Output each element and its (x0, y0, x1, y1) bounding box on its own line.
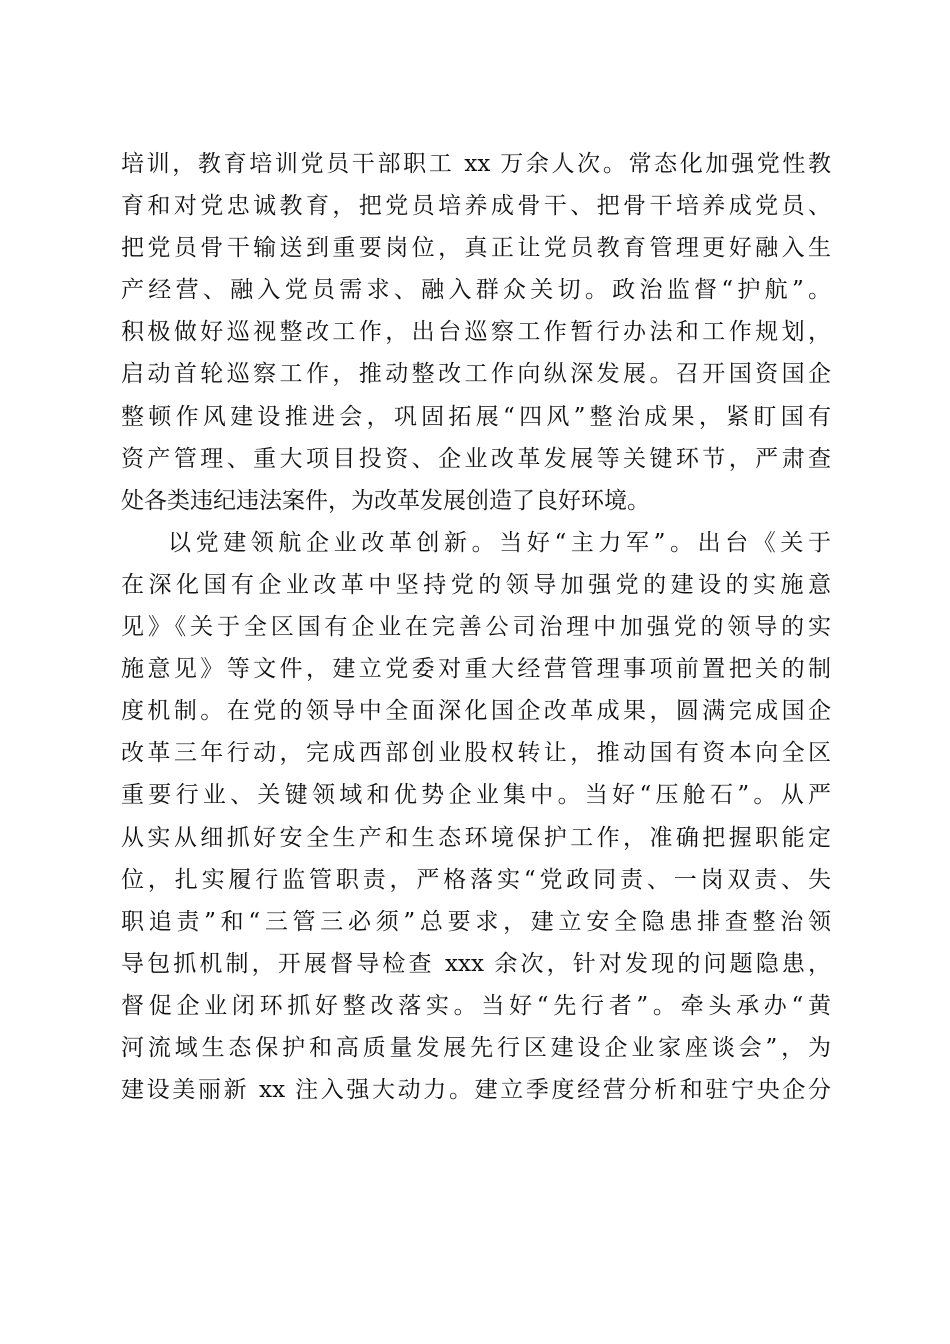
text-line: 见》《关于全区国有企业在完善公司治理中加强党的领导的实 (121, 614, 831, 641)
text-line: 重要行业、关键领域和优势企业集中。当好“压舱石”。从严 (121, 782, 831, 809)
text-line: 督促企业闭环抓好整改落实。当好“先行者”。牵头承办“黄 (121, 992, 831, 1019)
text-line: 度机制。在党的领导中全面深化国企改革成果，圆满完成国企 (121, 698, 831, 725)
body-text (121, 143, 831, 1111)
text-line: 资产管理、重大项目投资、企业改革发展等关键环节，严肃查 (121, 445, 831, 472)
text-line: 培训，教育培训党员干部职工 xx 万余人次。常态化加强党性教 (121, 151, 831, 177)
text-line: 改革三年行动，完成西部创业股权转让，推动国有资本向全区 (121, 740, 831, 767)
text-line: 施意见》等文件，建立党委对重大经营管理事项前置把关的制 (121, 656, 831, 683)
text-line: 导包抓机制，开展督导检查 xxx 余次，针对发现的问题隐患， (121, 950, 831, 977)
text-line: 积极做好巡视整改工作，出台巡察工作暂行办法和工作规划， (121, 319, 831, 346)
text-line: 处各类违纪违法案件，为改革发展创造了良好环境。 (121, 487, 650, 514)
text-line: 河流域生态保护和高质量发展先行区建设企业家座谈会”，为 (121, 1034, 831, 1061)
text-line: 位，扎实履行监管职责，严格落实“党政同责、一岗双责、失 (121, 866, 831, 893)
text-line: 启动首轮巡察工作，推动整改工作向纵深发展。召开国资国企 (121, 361, 831, 388)
text-line: 育和对党忠诚教育，把党员培养成骨干、把骨干培养成党员、 (121, 193, 831, 220)
text-line: 建设美丽新 xx 注入强大动力。建立季度经营分析和驻宁央企分 (121, 1077, 831, 1104)
text-line: 产经营、融入党员需求、融入群众关切。政治监督“护航”。 (121, 277, 831, 304)
text-line: 从实从细抓好安全生产和生态环境保护工作，准确把握职能定 (121, 824, 831, 851)
text-line: 把党员骨干输送到重要岗位，真正让党员教育管理更好融入生 (121, 235, 831, 262)
text-line: 以党建领航企业改革创新。当好“主力军”。出台《关于 (168, 529, 831, 556)
text-line: 在深化国有企业改革中坚持党的领导加强党的建设的实施意 (121, 571, 831, 598)
text-line: 职追责”和“三管三必须”总要求，建立安全隐患排查整治领 (121, 908, 831, 935)
text-line: 整顿作风建设推进会，巩固拓展“四风”整治成果，紧盯国有 (121, 403, 831, 430)
